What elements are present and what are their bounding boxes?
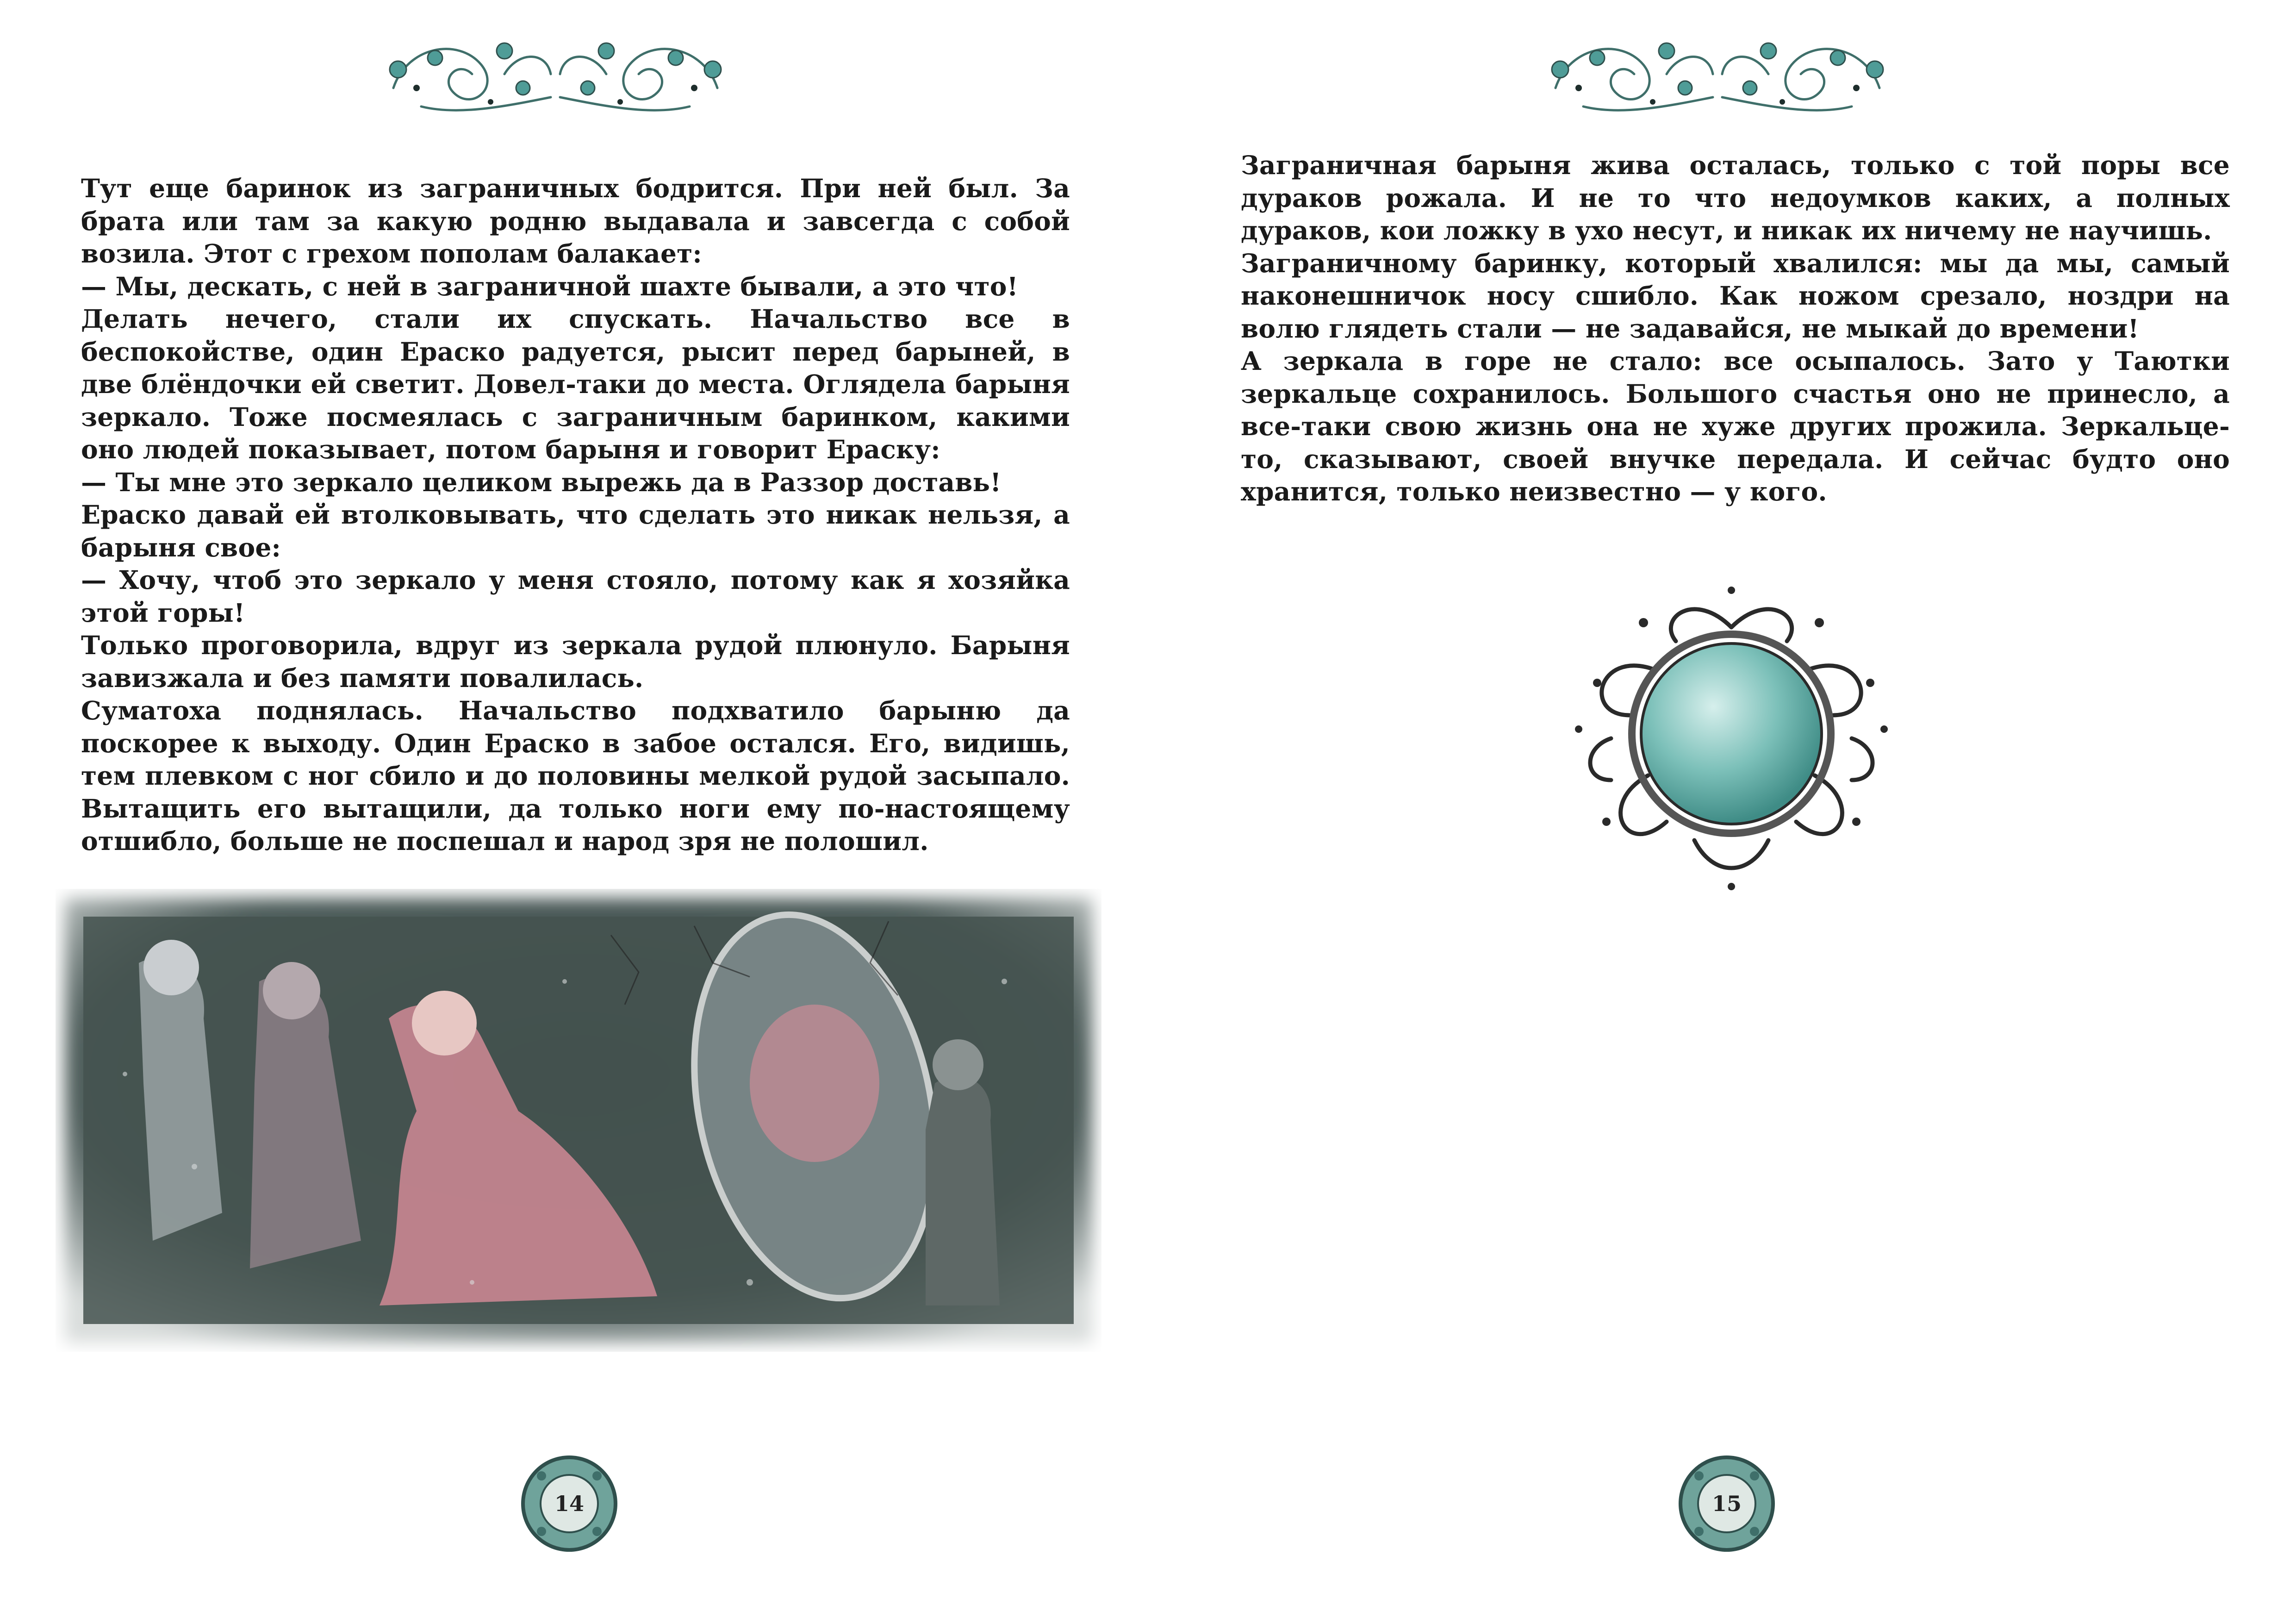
paragraph: А зеркала в горе не стало: все осыпалось. Зато у Таютки зеркальце сохранилось. Большого счастья оно не принесло, а все-таки свою жизнь она не хуже других прожила. Зеркальце-то, сказывают, своей внучке передала. И сейчас будто оно хранится, только неизвестно — у кого. <box>1241 346 2230 506</box>
paragraph: — Ты мне это зеркало целиком вырежь да в Раззор доставь! <box>81 467 1002 497</box>
right-page-text <box>1241 149 2230 508</box>
paragraph: — Мы, дескать, с ней в заграничной шахте бывали, а это что! <box>81 271 1019 301</box>
page-number: 15 <box>1711 1491 1742 1516</box>
paragraph: Заграничная барыня жива осталась, только с той поры все дураков рожала. И не то что недоумков каких, а полных дураков, кои ложку в ухо несут, и никак их ничему не научишь. <box>1241 150 2230 245</box>
page-number-badge <box>514 1448 625 1559</box>
illustration-mine-scene <box>56 889 1101 1352</box>
paragraph: Делать нечего, стали их спускать. Начальство все в беспокойстве, один Ераско радуется, рысит перед барыней, в две блёндочки ей светит. Довел-таки до места. Оглядела барыня зеркало. Тоже посмеялась с заграничным баринком, какими оно людей показывает, потом барыня и говорит Ераску: <box>81 304 1070 464</box>
paragraph: Заграничному баринку, который хвалился: мы да мы, самый наконешничок носу сшибло. Как ножом срезало, ноздри на волю глядеть стали — не задавайся, не мыкай до времени! <box>1241 248 2230 344</box>
paragraph: Тут еще баринок из заграничных бодрится. При ней был. За брата или там за какую родню выдавала и завсегда с собой возила. Этот с грехом пополам балакает: <box>81 173 1070 269</box>
page-number: 14 <box>554 1491 584 1516</box>
round-mirror-icon <box>1556 562 1907 896</box>
paragraph: Только проговорила, вдруг из зеркала рудой плюнуло. Барыня завизжала и без памяти повалилась. <box>81 630 1070 693</box>
floral-swirl-ornament-icon <box>1528 19 1907 125</box>
right-page <box>1148 0 2296 1624</box>
paragraph: Ераско давай ей втолковывать, что сделать это никак нельзя, а барыня свое: <box>81 500 1070 562</box>
paragraph: Суматоха поднялась. Начальство подхватило барыню да поскорее к выходу. Один Ераско в забое остался. Его, видишь, тем плевком с ног сбило и до половины мелкой рудой засыпало. Вытащить его вытащили, да только ноги ему по-настоящему отшибло, больше не поспешал и народ зря не полошил. <box>81 695 1070 856</box>
floral-swirl-ornament-icon <box>366 19 745 125</box>
left-page-text <box>81 172 1070 858</box>
paragraph: — Хочу, чтоб это зеркало у меня стояло, потому как я хозяйка этой горы! <box>81 565 1070 628</box>
page-number-badge <box>1671 1448 1782 1559</box>
